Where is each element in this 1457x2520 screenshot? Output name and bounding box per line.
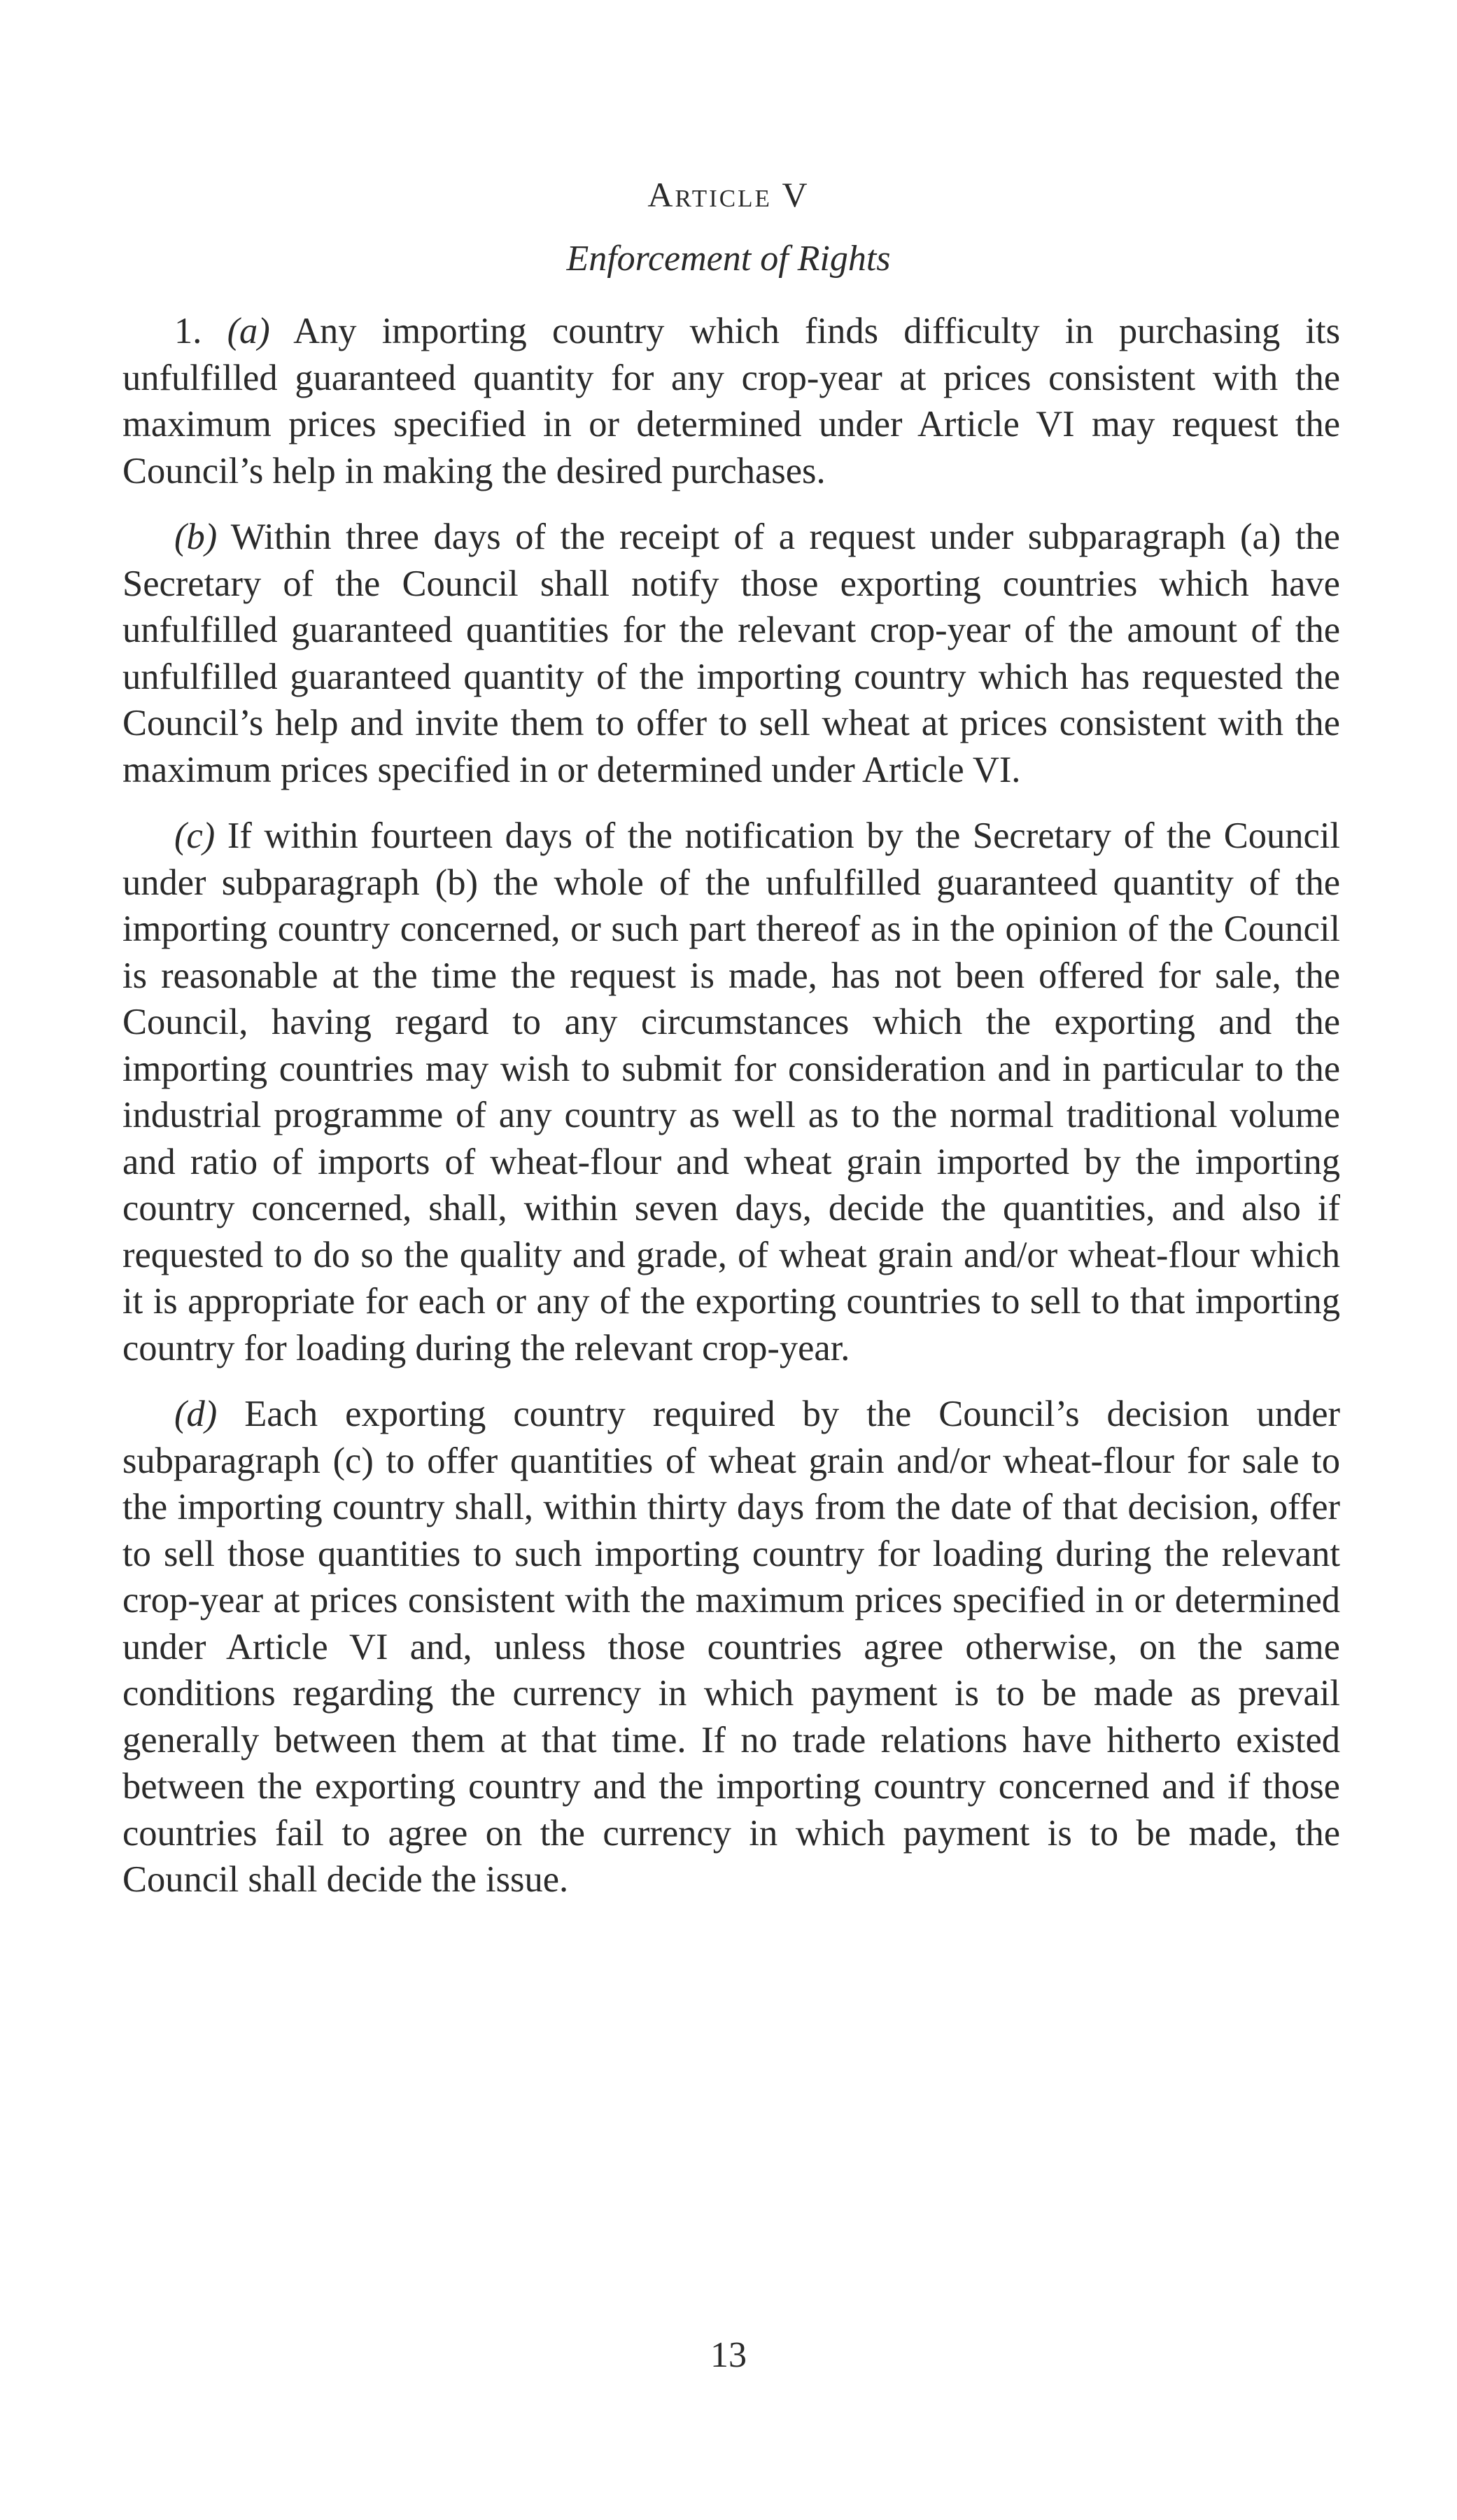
paragraph-1a	[122, 308, 1340, 494]
paragraph-text: If within fourteen days of the notification by the Secretary of the Council under subparagraph (b) the whole of the unfulfilled guaranteed quantity of the importing country concerned, or such part thereof as in the opinion of the Council is reasonable at the time the request is made, has not been offered for sale, the Council, having regard to any circumstances which the exporting and the importing countries may wish to submit for consideration and in particular to the industrial programme of any country as well as to the normal traditional volume and ratio of imports of wheat-flour and wheat grain imported by the importing country concerned, shall, within seven days, decide the quantities, and also if requested to do so the quality and grade, of wheat grain and/or wheat-flour which it is appropriate for each or any of the exporting countries to sell to that importing country for loading during the relevant crop-year.	[122, 816, 1341, 1368]
paragraph-number: 1.	[174, 311, 202, 351]
paragraph-text: Each exporting country required by the Council’s decision under subparagraph (c) to offer quantities of wheat grain and/or wheat-flour for sale to the importing country shall, within thirty days from the date of that decision, offer to sell those quantities to such importing country for loading during the relevant crop-year at prices consistent with the maximum prices specified in or determined under Article VI and, unless those countries agree otherwise, on the same conditions regarding the currency in which payment is to be made as prevail generally between them at that time. If no trade relations have hitherto existed between the exporting country and the importing country concerned and if those countries fail to agree on the currency in which payment is to be made, the Council shall decide the issue.	[122, 1394, 1341, 1900]
article-heading: Article V	[647, 175, 810, 214]
article-subheading: Enforcement of Rights	[566, 239, 891, 279]
paragraph-1d	[122, 1391, 1340, 1903]
page-number: 13	[710, 2335, 747, 2375]
paragraph-label: (c)	[174, 816, 216, 856]
paragraph-label: (a)	[227, 311, 270, 351]
article-body	[122, 308, 1340, 1923]
paragraph-label: (d)	[174, 1394, 218, 1434]
paragraph-1c	[122, 813, 1340, 1371]
paragraph-label: (b)	[174, 517, 218, 557]
paragraph-text: Any importing country which finds difficulty in purchasing its unfulfilled guaranteed quantity for any crop-year at prices consistent with the maximum prices specified in or determined under Article VI may request the Council’s help in making the desired purchases.	[122, 311, 1341, 491]
paragraph-1b	[122, 514, 1340, 793]
paragraph-text: Within three days of the receipt of a request under subparagraph (a) the Secretary of the Council shall notify those exporting countries which have unfulfilled guaranteed quantities for the relevant crop-year of the amount of the unfulfilled guaranteed quantity of the importing country which has requested the Council’s help and invite them to offer to sell wheat at prices consistent with the maximum prices specified in or determined under Article VI.	[122, 517, 1340, 790]
